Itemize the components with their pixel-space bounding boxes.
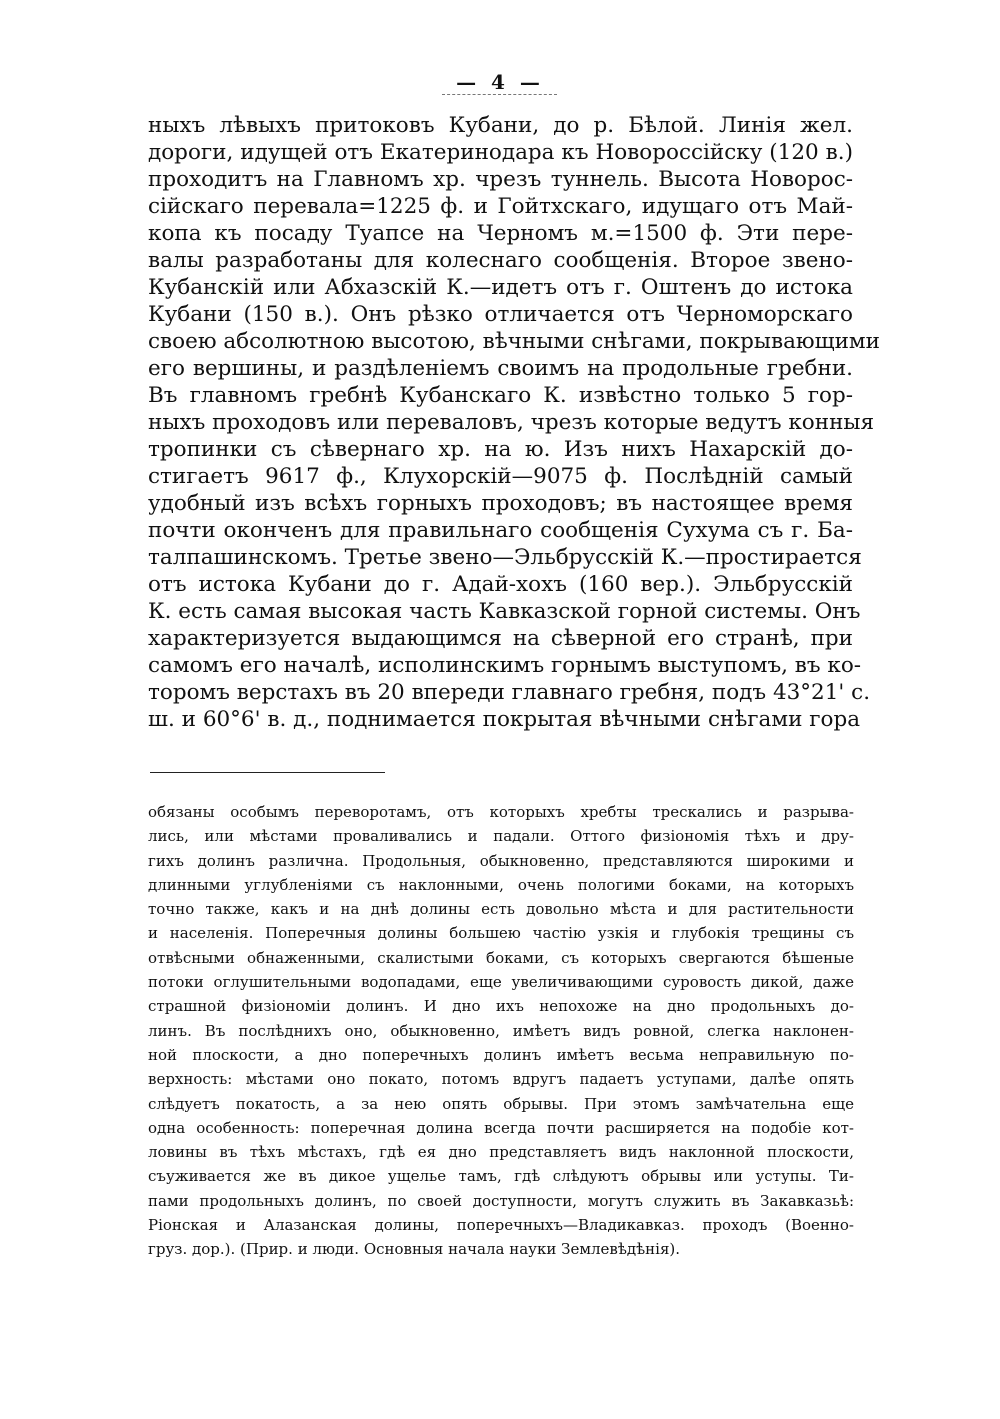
footnote-line: груз. дор.). (Прир. и люди. Основныя начала науки Землевѣдѣнія). [148, 1240, 681, 1259]
footnote-line: ловины въ тѣхъ мѣстахъ, гдѣ ея дно представляетъ видъ наклонной плоскости, [148, 1143, 854, 1162]
main-text-line: характеризуется выдающимся на сѣверной его странѣ, при [148, 626, 853, 651]
main-text-line: его вершины, и раздѣленіемъ своимъ на продольные гребни. [148, 356, 853, 381]
footnote-line: линъ. Въ послѣднихъ оно, обыкновенно, имѣетъ видъ ровной, слегка наклонен- [148, 1021, 854, 1040]
page-number-rule [442, 94, 557, 95]
main-text-line: копа къ посаду Туапсе на Черномъ м.=1500 ф. Эти пере- [148, 221, 853, 246]
footnote-line: и населенія. Поперечныя долины большею частію узкія и глубокія трещины съ [148, 924, 854, 943]
main-text-line: почти оконченъ для правильнаго сообщенія Сухума съ г. Ба- [148, 518, 853, 543]
page-number: — 4 — [456, 70, 544, 94]
footnote-block [148, 800, 854, 1262]
main-text-line: тропинки съ сѣвернаго хр. на ю. Изъ нихъ Нахарскій до- [148, 437, 853, 462]
main-text-line: самомъ его началѣ, исполинскимъ горнымъ выступомъ, въ ко- [148, 653, 862, 678]
main-text-line: Въ главномъ гребнѣ Кубанскаго К. извѣстно только 5 гор- [148, 383, 853, 408]
footnote-line: одна особенность: поперечная долина всегда почти расширяется на подобіе кот- [148, 1118, 854, 1137]
main-text-line: проходитъ на Главномъ хр. чрезъ туннель. Высота Новорос- [148, 167, 853, 192]
main-text-line: своею абсолютною высотою, вѣчными снѣгами, покрывающими [148, 329, 880, 354]
main-text-line: Кубанскій или Абхазскій К.—идетъ отъ г. Оштенъ до истока [148, 275, 853, 300]
main-text-line: талпашинскомъ. Третье звено—Эльбрусскій К.—простирается [148, 545, 862, 570]
main-text-line: Кубани (150 в.). Онъ рѣзко отличается отъ Черноморскаго [148, 302, 853, 327]
footnote-line: съуживается же въ дикое ущелье тамъ, гдѣ слѣдуютъ обрывы или уступы. Ти- [148, 1167, 854, 1186]
footnote-line: отвѣсными обнаженными, скалистыми боками, съ которыхъ свергаются бѣшеные [148, 948, 854, 967]
main-text-line: отъ истока Кубани до г. Адай-хохъ (160 вер.). Эльбрусскій [148, 572, 853, 597]
main-text-line: удобный изъ всѣхъ горныхъ проходовъ; въ настоящее время [148, 491, 853, 516]
main-text-line: К. есть самая высокая часть Кавказской горной системы. Онъ [148, 599, 861, 624]
main-text-line: торомъ верстахъ въ 20 впереди главнаго гребня, подъ 43°21' с. [148, 680, 871, 705]
footnote-line: обязаны особымъ переворотамъ, отъ которыхъ хребты трескались и разрыва- [148, 803, 854, 821]
footnote-line: потоки оглушительными водопадами, еще увеличивающими суровость дикой, даже [148, 973, 854, 992]
footnote-line: верхность: мѣстами оно покато, потомъ вдругъ падаетъ уступами, далѣе опять [148, 1070, 854, 1089]
main-text-line: стигаетъ 9617 ф., Клухорскій—9075 ф. Послѣдній самый [148, 464, 853, 489]
footnote-line: лись, или мѣстами проваливались и падали. Оттого физіономія тѣхъ и дру- [148, 827, 854, 846]
footnote-line: слѣдуетъ покатость, а за нею опять обрывы. При этомъ замѣчательна еще [148, 1094, 854, 1113]
main-text-line: валы разработаны для колеснаго сообщенія. Второе звено- [148, 248, 853, 273]
main-text-line: ш. и 60°6' в. д., поднимается покрытая вѣчными снѣгами гора [148, 707, 861, 732]
footnote-line: страшной физіономіи долинъ. И дно ихъ непохоже на дно продольныхъ до- [148, 997, 854, 1016]
main-text-line: ныхъ проходовъ или переваловъ, чрезъ которые ведутъ конныя [148, 410, 875, 435]
footnote-line: точно также, какъ и на днѣ долины есть довольно мѣста и для растительности [148, 900, 854, 919]
main-text-block [148, 112, 880, 733]
footnote-line: длинными углубленіями съ наклонными, очень пологими боками, на которыхъ [148, 875, 854, 894]
footnote-line: пами продольныхъ долинъ, по своей доступности, могутъ служить въ Закавказьѣ: [148, 1191, 854, 1210]
footnote-line: ной плоскости, а дно поперечныхъ долинъ имѣетъ весьма неправильную по- [148, 1045, 854, 1064]
footnote-line: Ріонская и Алазанская долины, поперечныхъ—Владикавказ. проходъ (Военно- [148, 1216, 854, 1235]
footnote-separator [150, 772, 385, 773]
main-text-line: дороги, идущей отъ Екатеринодара къ Новороссійску (120 в.) [148, 140, 853, 165]
footnote-line: гихъ долинъ различна. Продольныя, обыкновенно, представляются широкими и [148, 851, 854, 870]
main-text-line: сійскаго перевала=1225 ф. и Гойтхскаго, идущаго отъ Май- [148, 194, 853, 219]
main-text-line: ныхъ лѣвыхъ притоковъ Кубани, до р. Бѣлой. Линія жел. [148, 113, 853, 138]
